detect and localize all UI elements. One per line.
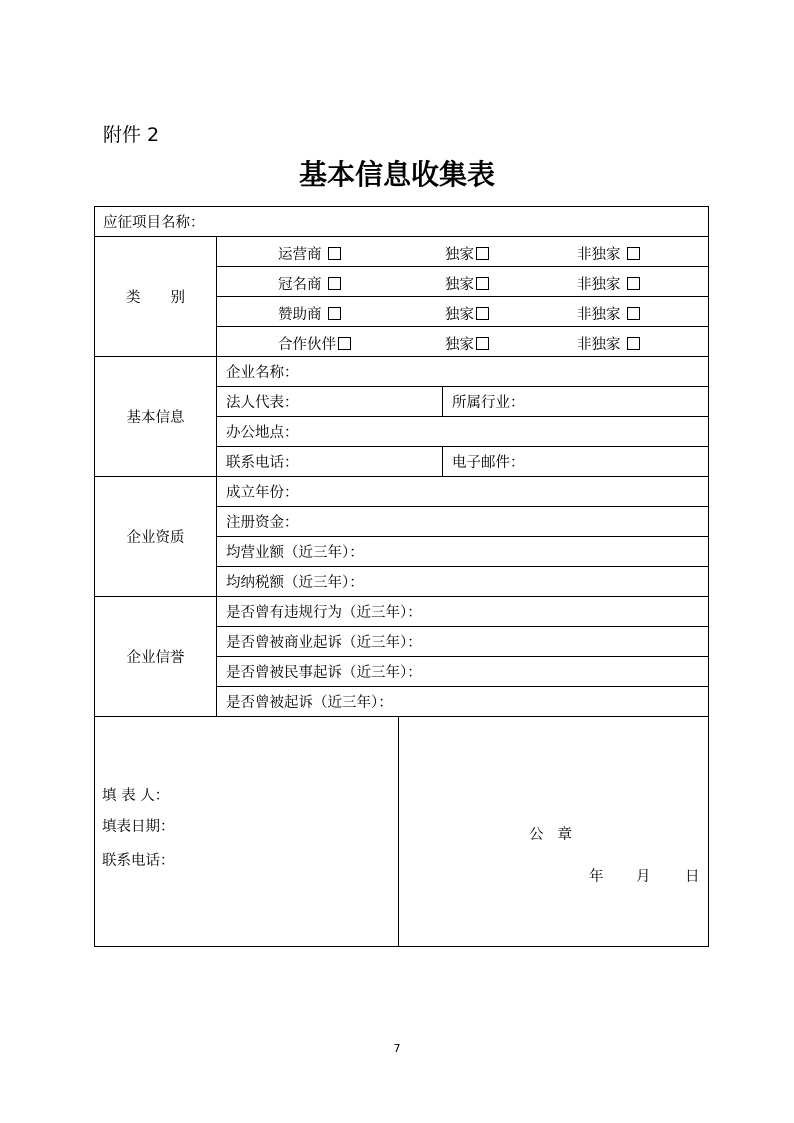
address-label: 办公地点：: [226, 425, 299, 441]
lawsuit-label: 是否曾被起诉（近三年）：: [226, 695, 393, 711]
non-exclusive-label: 非独家: [577, 337, 621, 353]
exclusive-label: 独家: [445, 247, 474, 263]
company-name-label: 企业名称：: [226, 365, 299, 381]
phone-label: 联系电话：: [226, 455, 299, 471]
avg-tax-field[interactable]: [217, 567, 709, 597]
filler-label: 填 表 人：: [102, 788, 170, 804]
checkbox[interactable]: [627, 247, 640, 260]
legal-rep-field[interactable]: [217, 387, 443, 417]
non-exclusive-label: 非独家: [577, 247, 621, 263]
checkbox[interactable]: [476, 307, 489, 320]
project-name-field[interactable]: [95, 207, 709, 237]
credit-label: 企业信誉: [95, 597, 217, 717]
checkbox[interactable]: [476, 337, 489, 350]
checkbox[interactable]: [328, 277, 341, 290]
email-label: 电子邮件：: [452, 455, 525, 471]
violation-field[interactable]: [217, 597, 709, 627]
category-row: [217, 237, 709, 267]
non-exclusive-label: 非独家: [577, 277, 621, 293]
address-field[interactable]: [217, 417, 709, 447]
avg-tax-label: 均纳税额（近三年）：: [226, 575, 364, 591]
category-type: 冠名商: [278, 277, 322, 293]
lawsuit-field[interactable]: [217, 687, 709, 717]
info-collection-table: [94, 206, 709, 947]
category-row: [217, 327, 709, 357]
founded-field[interactable]: [217, 477, 709, 507]
category-type: 运营商: [278, 247, 322, 263]
category-type: 合作伙伴: [278, 337, 336, 353]
category-type: 赞助商: [278, 307, 322, 323]
industry-label: 所属行业：: [452, 395, 525, 411]
checkbox[interactable]: [476, 277, 489, 290]
company-name-field[interactable]: [217, 357, 709, 387]
category-row: [217, 267, 709, 297]
commercial-lawsuit-field[interactable]: [217, 627, 709, 657]
checkbox[interactable]: [476, 247, 489, 260]
checkbox[interactable]: [338, 337, 351, 350]
email-field[interactable]: [443, 447, 709, 477]
seal-section[interactable]: [399, 717, 709, 947]
month-label: 月: [636, 869, 651, 885]
year-label: 年: [589, 869, 604, 885]
avg-revenue-field[interactable]: [217, 537, 709, 567]
phone-field[interactable]: [217, 447, 443, 477]
attachment-label: 附件 2: [103, 124, 160, 146]
seal-label: 公章: [529, 827, 586, 843]
civil-lawsuit-field[interactable]: [217, 657, 709, 687]
founded-label: 成立年份：: [226, 485, 299, 501]
qualification-label: 企业资质: [95, 477, 217, 597]
exclusive-label: 独家: [445, 337, 474, 353]
capital-field[interactable]: [217, 507, 709, 537]
exclusive-label: 独家: [445, 277, 474, 293]
checkbox[interactable]: [627, 337, 640, 350]
category-row: [217, 297, 709, 327]
form-title: 基本信息收集表: [298, 158, 495, 191]
exclusive-label: 独家: [445, 307, 474, 323]
avg-revenue-label: 均营业额（近三年）：: [226, 545, 364, 561]
checkbox[interactable]: [627, 277, 640, 290]
checkbox[interactable]: [627, 307, 640, 320]
commercial-lawsuit-label: 是否曾被商业起诉（近三年）：: [226, 635, 422, 651]
day-label: 日: [685, 869, 700, 885]
legal-rep-label: 法人代表：: [226, 395, 299, 411]
civil-lawsuit-label: 是否曾被民事起诉（近三年）：: [226, 665, 422, 681]
page-number: 7: [393, 1042, 401, 1055]
industry-field[interactable]: [443, 387, 709, 417]
checkbox[interactable]: [328, 247, 341, 260]
checkbox[interactable]: [328, 307, 341, 320]
basic-info-label: 基本信息: [95, 357, 217, 477]
project-name-label: 应征项目名称：: [103, 215, 205, 231]
fill-date-label: 填表日期：: [102, 819, 175, 835]
contact-phone-label: 联系电话：: [102, 853, 175, 869]
non-exclusive-label: 非独家: [577, 307, 621, 323]
violation-label: 是否曾有违规行为（近三年）：: [226, 605, 422, 621]
filler-section[interactable]: [95, 717, 399, 947]
category-label: 类别: [95, 237, 217, 357]
capital-label: 注册资金：: [226, 515, 299, 531]
